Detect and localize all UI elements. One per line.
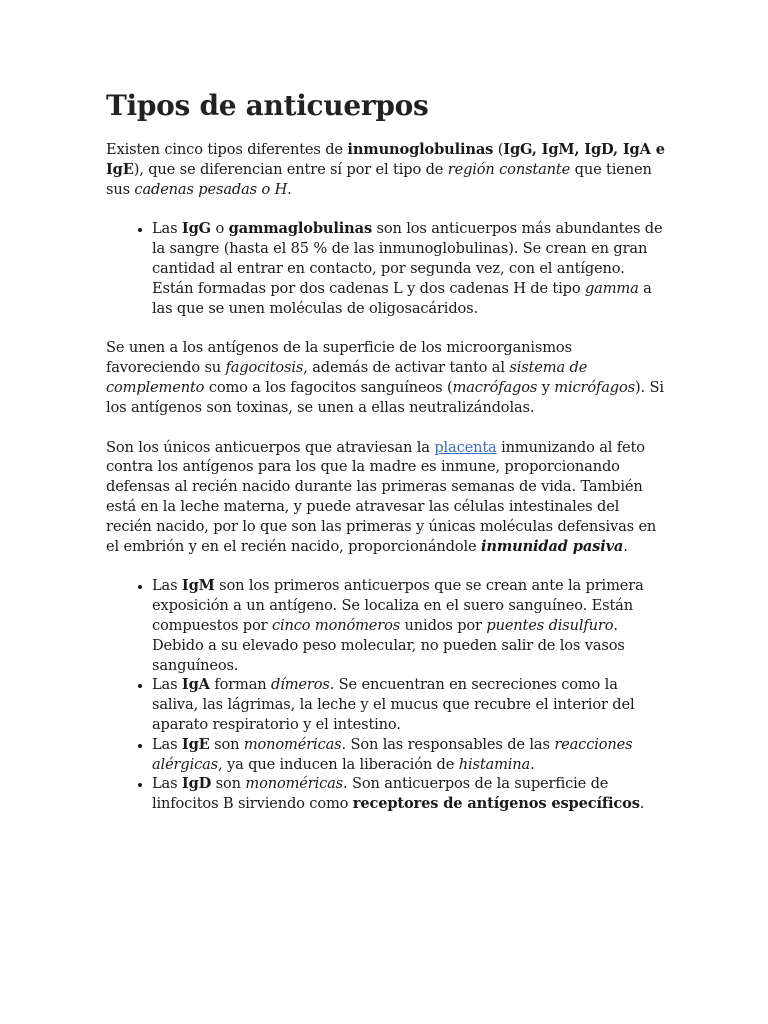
text: Las — [152, 735, 182, 753]
text: forman — [209, 676, 272, 694]
text: y — [537, 378, 555, 396]
igg-list — [106, 219, 666, 318]
list-item-iga — [152, 675, 666, 734]
text: inmunizando al feto contra los antígenos para los que la madre es inmune, proporcionando defensas al recién nacido durante las primeras semanas de vida. También está en la leche materna, y puede atravesar las células intestinales del recién nacido, por lo que son las primeras y únicas moléculas defensivas en el embrión y en el recién nacido, proporcionándole — [106, 438, 657, 555]
text: Son los únicos anticuerpos que atraviesan la — [106, 438, 435, 456]
placenta-paragraph — [106, 438, 666, 557]
text: . Son anticuerpos de la superficie de linfocitos B sirviendo como — [152, 775, 609, 813]
bold-text: IgG — [181, 220, 211, 238]
text: a las que se unen moléculas de oligosacáridos. — [152, 279, 652, 317]
text: Existen cinco tipos diferentes de — [106, 141, 348, 158]
italic-text: monoméricas — [243, 735, 342, 753]
text: que tienen sus — [106, 160, 652, 198]
bold-text: IgD — [181, 775, 212, 793]
text: o — [210, 220, 229, 238]
text: Las — [152, 577, 182, 595]
bold-text: IgM — [181, 577, 215, 595]
bold-text: IgA — [181, 676, 210, 694]
italic-text: reacciones alérgicas — [152, 735, 633, 773]
igg-function-paragraph — [106, 338, 666, 417]
italic-text: fagocitosis — [225, 359, 304, 377]
bold-text: gammaglobulinas — [228, 220, 373, 238]
italic-text: puentes disulfuro — [486, 616, 614, 634]
bold-text: receptores de antígenos específicos — [352, 795, 640, 813]
list-item-igd — [152, 774, 666, 814]
text: son — [211, 775, 246, 793]
bold-text: IgE — [181, 735, 210, 753]
text: son los primeros anticuerpos que se crean ante la primera exposición a un antígeno. Se localiza en el suero sanguíneo. Están compuestos por — [152, 577, 644, 634]
italic-text: histamina — [458, 755, 531, 773]
placenta-link[interactable]: placenta — [434, 438, 497, 456]
text: . — [639, 795, 645, 813]
text: Se unen a los antígenos de la superficie de los microorganismos favoreciendo su — [106, 339, 572, 377]
text: ( — [493, 141, 504, 158]
text: . Debido a su elevado peso molecular, no pueden salir de los vasos sanguíneos. — [152, 616, 625, 674]
italic-text: región constante — [447, 160, 571, 178]
text: , además de activar tanto al — [303, 359, 510, 377]
list-item-ige — [152, 735, 666, 775]
italic-text: cadenas pesadas o H — [134, 180, 288, 198]
italic-text: sistema de complemento — [106, 359, 588, 396]
text: como a los fagocitos sanguíneos ( — [204, 378, 453, 396]
text: . Se encuentran en secreciones como la saliva, las lágrimas, la leche y el mucus que recubre el interior del aparato respiratorio y el intestino. — [152, 676, 635, 733]
antibody-types-list — [106, 576, 666, 814]
bold-text: inmunoglobulinas — [347, 141, 494, 158]
text: son los anticuerpos más abundantes de la sangre (hasta el 85 % de las inmunoglobulinas). Se crean en gran cantidad al entrar en contacto, por segunda vez, con el antígeno. Están formadas por dos cadenas L y dos cadenas H de tipo — [152, 220, 663, 297]
text: ), que se diferencian entre sí por el tipo de — [133, 160, 448, 178]
italic-text: monoméricas — [245, 775, 344, 793]
text: Las — [152, 676, 182, 694]
text: . — [287, 180, 292, 198]
list-item-igg — [152, 219, 666, 318]
text: . Son las responsables de las — [341, 735, 555, 753]
text: . — [530, 755, 535, 773]
bold-text: IgG, IgM, IgD, IgA e IgE — [106, 141, 665, 178]
text: . — [623, 537, 628, 555]
text: Las — [152, 775, 182, 793]
bold-italic-text: inmunidad pasiva — [480, 537, 624, 555]
italic-text: micrófagos — [554, 378, 635, 396]
text: ). Si los antígenos son toxinas, se unen a ellas neutralizándolas. — [106, 378, 664, 416]
italic-text: dímeros — [271, 676, 330, 694]
text: unidos por — [400, 616, 487, 634]
text: son — [209, 735, 244, 753]
italic-text: gamma — [584, 279, 639, 297]
document — [106, 88, 666, 834]
text: Las — [152, 220, 182, 238]
italic-text: macrófagos — [452, 378, 538, 396]
text: , ya que inducen la liberación de — [218, 755, 459, 773]
list-item-igm — [152, 576, 666, 675]
intro-paragraph — [106, 140, 666, 199]
italic-text: cinco monómeros — [271, 616, 401, 634]
page-title: Tipos de anticuerpos — [106, 89, 429, 122]
